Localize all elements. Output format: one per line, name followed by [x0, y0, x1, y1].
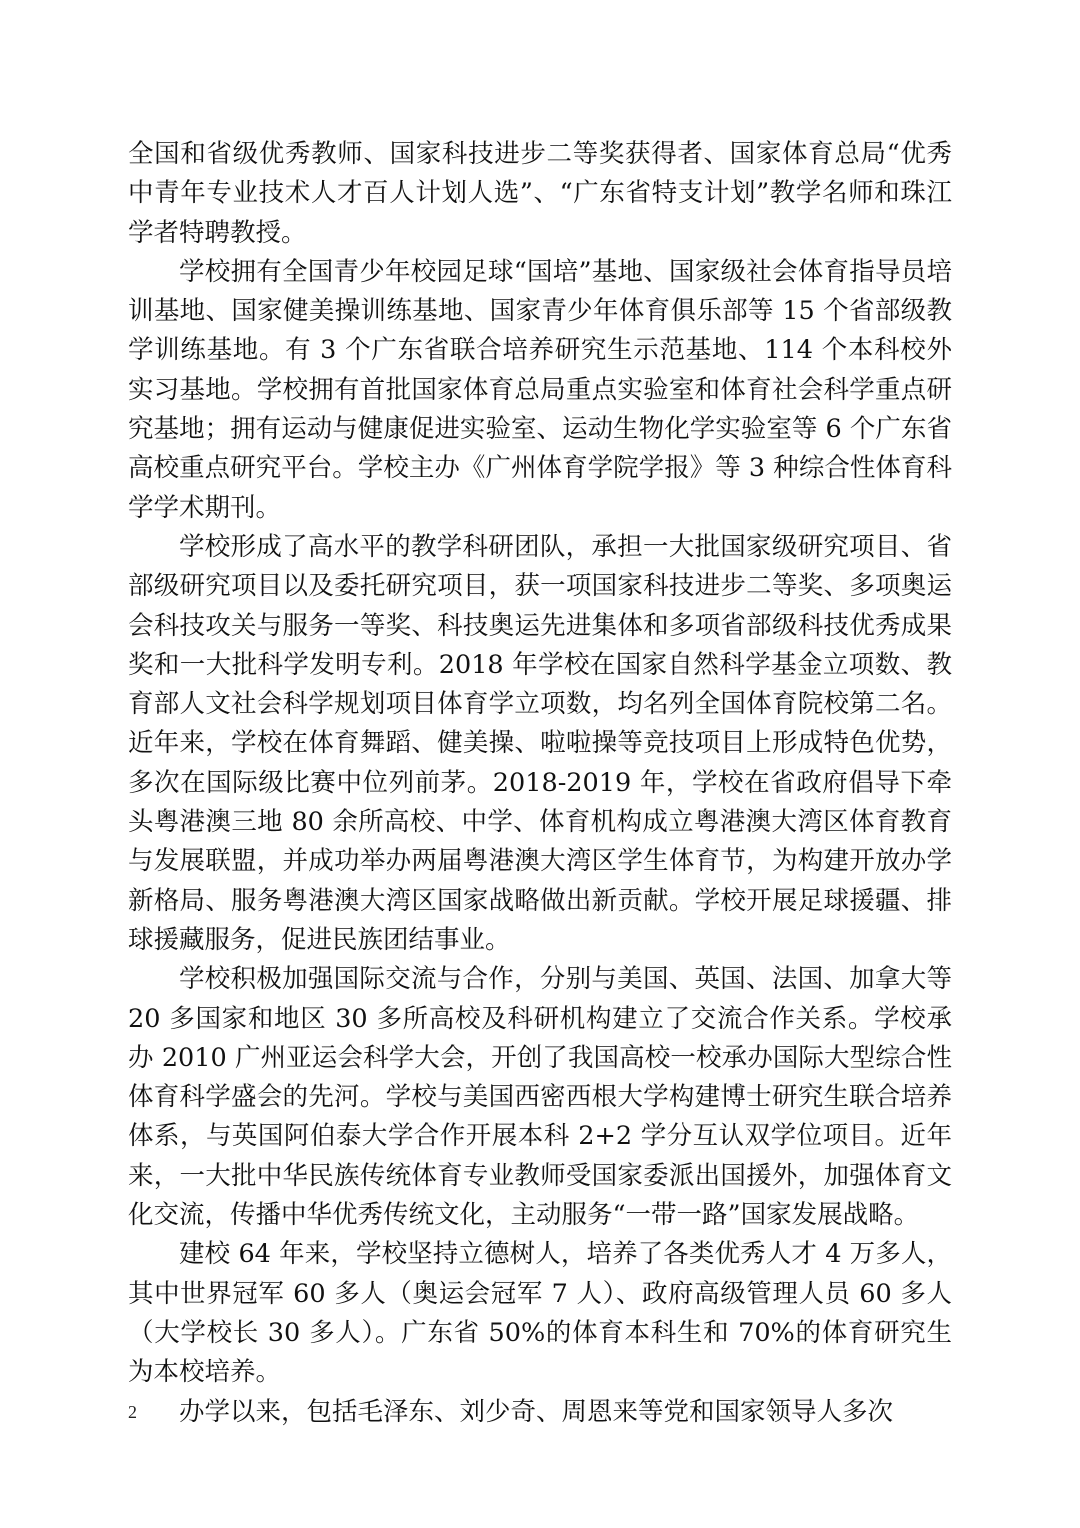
paragraph-international: 学校积极加强国际交流与合作，分别与美国、英国、法国、加拿大等 20 多国家和地区 30 多所高校及科研机构建立了交流合作关系。学校承办 2010 广州亚运会科学大会，开创了我国高校一校承办国际大型综合性体育科学盛会的先河。学校与美国西密西根大学构建博士研究生联合培养体系，与英国阿伯泰大学合作开展本科 2+2 学分互认双学位项目。近年来，一大批中华民族传统体育专业教师受国家委派出国援外，加强体育文化交流，传播中华优秀传统文化，主动服务“一带一路”国家发展战略。: [128, 964, 952, 1231]
body-text: [128, 135, 952, 1432]
paragraph-leaders: 办学以来，包括毛泽东、刘少奇、周恩来等党和国家领导人多次: [179, 1396, 894, 1427]
paragraph-alumni: 建校 64 年来，学校坚持立德树人，培养了各类优秀人才 4 万多人，其中世界冠军 60 多人（奥运会冠军 7 人）、政府高级管理人员 60 多人（大学校长 30 多人）。广东省 50%的体育本科生和 70%的体育研究生为本校培养。: [128, 1239, 952, 1388]
page-number: 2: [128, 1402, 137, 1422]
paragraph-continued: 全国和省级优秀教师、国家科技进步二等奖获得者、国家体育总局“优秀中青年专业技术人才百人计划人选”、“广东省特支计划”教学名师和珠江学者特聘教授。: [128, 139, 952, 248]
paragraph-training-bases: 学校拥有全国青少年校园足球“国培”基地、国家级社会体育指导员培训基地、国家健美操训练基地、国家青少年体育俱乐部等 15 个省部级教学训练基地。有 3 个广东省联合培养研究生示范基地、114 个本科校外实习基地。学校拥有首批国家体育总局重点实验室和体育社会科学重点研究基地；拥有运动与健康促进实验室、运动生物化学实验室等 6 个广东省高校重点研究平台。学校主办《广州体育学院学报》等 3 种综合性体育科学学术期刊。: [128, 256, 952, 523]
paragraph-research: 学校形成了高水平的教学科研团队，承担一大批国家级研究项目、省部级研究项目以及委托研究项目，获一项国家科技进步二等奖、多项奥运会科技攻关与服务一等奖、科技奥运先进集体和多项省部级科技优秀成果奖和一大批科学发明专利。2018 年学校在国家自然科学基金立项数、教育部人文社会科学规划项目体育学立项数，均名列全国体育院校第二名。近年来，学校在体育舞蹈、健美操、啦啦操等竞技项目上形成特色优势，多次在国际级比赛中位列前茅。2018-2019 年，学校在省政府倡导下牵头粤港澳三地 80 余所高校、中学、体育机构成立粤港澳大湾区体育教育与发展联盟，并成功举办两届粤港澳大湾区学生体育节，为构建开放办学新格局、服务粤港澳大湾区国家战略做出新贡献。学校开展足球援疆、排球援藏服务，促进民族团结事业。: [128, 531, 952, 955]
